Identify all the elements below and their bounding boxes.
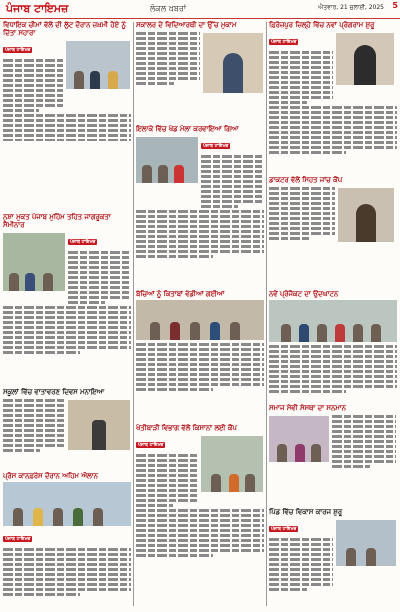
text-line <box>269 81 333 84</box>
text-line <box>136 554 213 557</box>
body-text <box>136 508 264 558</box>
text-line <box>201 180 263 183</box>
body-text <box>136 342 264 392</box>
byline-tag: ਪੰਜਾਬ ਟਾਇਮਜ਼ <box>5 47 31 53</box>
text-line <box>136 210 264 213</box>
text-line <box>201 175 263 178</box>
text-line <box>136 368 264 371</box>
body-text <box>3 58 63 113</box>
text-line <box>269 91 333 94</box>
text-line <box>136 250 264 253</box>
text-line <box>3 134 131 137</box>
story-4 <box>3 213 131 383</box>
story-12 <box>269 404 397 504</box>
byline-tag: ਪੰਜਾਬ ਟਾਇਮਜ਼ <box>70 239 96 245</box>
text-line <box>3 336 131 339</box>
text-line <box>3 414 65 417</box>
body-text <box>269 344 397 394</box>
text-line <box>136 363 264 366</box>
text-line <box>136 77 200 80</box>
text-line <box>3 558 131 561</box>
text-line <box>332 415 396 418</box>
text-line <box>3 593 80 596</box>
headline: ਨਵੇਂ ਪ੍ਰੋਜੈਕਟ ਦਾ ਉਦਘਾਟਨ <box>269 290 339 298</box>
text-line <box>136 220 264 223</box>
text-line <box>68 301 105 304</box>
text-line <box>269 86 333 89</box>
text-line <box>3 346 131 349</box>
text-line <box>136 529 264 532</box>
text-line <box>269 217 335 220</box>
text-line <box>68 251 130 254</box>
byline-tag: ਪੰਜਾਬ ਟਾਇਮਜ਼ <box>271 39 297 45</box>
text-line <box>136 32 200 35</box>
text-line <box>136 42 200 45</box>
text-line <box>136 464 198 467</box>
byline-tag: ਪੰਜਾਬ ਟਾਇਮਜ਼ <box>138 442 164 448</box>
text-line <box>3 578 131 581</box>
headline: ਬੱਚਿਆਂ ਨੂੰ ਕਿਤਾਬਾਂ ਵੰਡੀਆਂ ਗਈਆਂ <box>136 290 225 298</box>
text-line <box>68 256 130 259</box>
text-line <box>3 409 65 412</box>
text-line <box>3 114 131 117</box>
text-line <box>269 355 397 358</box>
text-line <box>3 84 63 87</box>
text-line <box>269 71 333 74</box>
text-line <box>269 66 333 69</box>
text-line <box>269 232 335 235</box>
text-line <box>3 548 131 551</box>
section-name: ਲੋਕਲ ਖ਼ਬਰਾਂ <box>150 4 187 13</box>
headline: ਸਕਾਲਰ ਦੇ ਵਿਦਿਆਰਥੀ ਦਾ ਉੱਚ ਮੁਕਾਮ <box>136 21 237 29</box>
text-line <box>68 296 130 299</box>
text-line <box>269 197 335 200</box>
text-line <box>269 151 346 154</box>
text-line <box>3 139 131 141</box>
text-line <box>136 358 264 361</box>
text-line <box>136 245 264 248</box>
text-line <box>3 583 131 586</box>
text-line <box>201 205 238 208</box>
text-line <box>201 165 263 168</box>
text-line <box>3 109 39 112</box>
text-line <box>136 67 200 70</box>
text-line <box>3 404 65 407</box>
story-13 <box>269 508 397 607</box>
text-line <box>3 573 131 576</box>
text-line <box>201 190 263 193</box>
story-1 <box>3 21 131 141</box>
text-line <box>332 455 396 458</box>
story-7 <box>3 388 131 468</box>
text-line <box>269 365 397 368</box>
text-line <box>269 212 335 215</box>
text-line <box>136 378 264 381</box>
headline: ਵਿਧਾਇਕ ਚੀਮਾਂ ਵੱਲੋਂ ਦੀ ਲੁੱਟ ਦੌਰਾਨ ਜ਼ਖ਼ਮੀ ਹੋਏ ਨੂੰ ਦਿੱਤਾ ਸਹਾਰਾ <box>3 21 126 37</box>
text-line <box>269 543 333 546</box>
headline: ਡਾਕਟਰ ਵੱਲੋਂ ਸਿਹਤ ਜਾਂਚ ਕੈਂਪ <box>269 176 343 184</box>
text-line <box>269 588 307 591</box>
text-line <box>3 306 131 309</box>
story-10 <box>3 472 131 607</box>
text-line <box>3 69 63 72</box>
text-line <box>3 99 63 102</box>
story-photo <box>66 41 130 89</box>
text-line <box>136 353 264 356</box>
text-line <box>136 373 264 376</box>
body-text <box>3 398 65 453</box>
text-line <box>3 59 63 62</box>
text-line <box>68 276 130 279</box>
text-line <box>3 129 131 132</box>
text-line <box>3 351 80 354</box>
story-photo <box>269 416 329 462</box>
text-line <box>269 56 333 59</box>
text-line <box>3 124 131 127</box>
text-line <box>269 237 309 240</box>
text-line <box>136 37 200 40</box>
story-11 <box>136 424 264 607</box>
text-line <box>3 568 131 571</box>
text-line <box>3 331 131 334</box>
text-line <box>269 563 333 566</box>
text-line <box>269 51 333 54</box>
text-line <box>269 76 333 79</box>
text-line <box>269 192 335 195</box>
body-text <box>136 209 264 259</box>
body-text <box>3 113 131 141</box>
text-line <box>269 106 397 109</box>
text-line <box>68 271 130 274</box>
text-line <box>136 225 264 228</box>
text-line <box>3 424 65 427</box>
text-line <box>136 539 264 542</box>
text-line <box>269 116 397 119</box>
text-line <box>136 255 213 258</box>
text-line <box>269 390 346 393</box>
text-line <box>332 465 370 468</box>
text-line <box>3 449 40 452</box>
text-line <box>136 544 264 547</box>
body-text <box>3 547 131 597</box>
text-line <box>269 187 335 190</box>
body-text <box>269 50 333 105</box>
portrait-photo <box>203 33 263 93</box>
text-line <box>3 316 131 319</box>
text-line <box>3 434 65 437</box>
text-line <box>269 101 307 104</box>
text-line <box>269 583 333 586</box>
text-line <box>136 348 264 351</box>
portrait-photo <box>336 33 394 85</box>
text-line <box>269 573 333 576</box>
story-photo <box>269 300 397 342</box>
text-line <box>269 227 335 230</box>
text-line <box>136 215 264 218</box>
text-line <box>68 291 130 294</box>
byline-tag: ਪੰਜਾਬ ਟਾਇਮਜ਼ <box>203 143 229 149</box>
text-line <box>136 57 200 60</box>
text-line <box>269 111 397 114</box>
text-line <box>3 326 131 329</box>
body-text <box>136 453 198 508</box>
text-line <box>269 553 333 556</box>
text-line <box>3 104 63 107</box>
text-line <box>269 578 333 581</box>
text-line <box>136 474 198 477</box>
text-line <box>136 47 200 50</box>
text-line <box>136 72 200 75</box>
text-line <box>269 375 397 378</box>
portrait-photo <box>338 188 394 242</box>
text-line <box>136 52 200 55</box>
text-line <box>269 126 397 129</box>
text-line <box>136 459 198 462</box>
text-line <box>136 383 264 386</box>
story-8 <box>136 290 264 420</box>
column-rule <box>266 22 267 606</box>
text-line <box>269 360 397 363</box>
text-line <box>332 430 396 433</box>
text-line <box>3 444 65 447</box>
text-line <box>3 64 63 67</box>
text-line <box>136 230 264 233</box>
headline: ਪ੍ਰੈਸ ਕਾਨਫ਼ਰੰਸ ਦੌਰਾਨ ਅਹਿਮ ਐਲਾਨ <box>3 472 98 480</box>
text-line <box>136 479 198 482</box>
text-line <box>68 286 130 289</box>
text-line <box>332 440 396 443</box>
text-line <box>201 170 263 173</box>
text-line <box>269 146 397 149</box>
text-line <box>269 385 397 388</box>
byline-tag: ਪੰਜਾਬ ਟਾਇਮਜ਼ <box>5 536 31 542</box>
headline: ਫ਼ਿਰੋਜ਼ਪੁਰ ਜ਼ਿਲ੍ਹੇ ਵਿੱਚ ਨਵਾਂ ਪ੍ਰੋਗਰਾਮ ਸ਼ੁਰੂ <box>269 21 375 29</box>
byline-tag: ਪੰਜਾਬ ਟਾਇਮਜ਼ <box>271 526 297 532</box>
text-line <box>136 454 198 457</box>
column-rule <box>133 22 134 606</box>
text-line <box>269 548 333 551</box>
text-line <box>3 429 65 432</box>
text-line <box>269 370 397 373</box>
text-line <box>3 311 131 314</box>
text-line <box>3 119 131 122</box>
text-line <box>136 235 264 238</box>
text-line <box>201 200 263 203</box>
text-line <box>136 82 174 85</box>
body-text <box>3 305 131 355</box>
story-photo <box>3 482 131 526</box>
text-line <box>3 439 65 442</box>
text-line <box>269 350 397 353</box>
text-line <box>136 484 198 487</box>
text-line <box>68 266 130 269</box>
text-line <box>269 222 335 225</box>
story-6 <box>269 176 397 286</box>
headline: ਨਸ਼ਾ ਮੁਕਤ ਪੰਜਾਬ ਮੁਹਿੰਮ ਤਹਿਤ ਜਾਗਰੂਕਤਾ ਸੈਮੀਨਾਰ <box>3 213 111 229</box>
body-text <box>269 105 397 155</box>
text-line <box>3 321 131 324</box>
dateline: ਐਤਵਾਰ, 21 ਜੁਲਾਈ, 2025 <box>318 4 384 11</box>
text-line <box>136 499 198 502</box>
text-line <box>136 494 198 497</box>
text-line <box>68 261 130 264</box>
text-line <box>3 74 63 77</box>
story-photo <box>201 436 263 492</box>
text-line <box>269 345 397 348</box>
story-photo <box>136 300 264 340</box>
text-line <box>136 504 173 507</box>
story-2 <box>136 21 264 121</box>
text-line <box>3 399 65 402</box>
text-line <box>332 445 396 448</box>
body-text <box>332 414 396 469</box>
body-text <box>136 31 200 95</box>
body-text <box>269 537 333 592</box>
story-photo <box>3 233 65 291</box>
text-line <box>3 419 65 422</box>
body-text <box>201 154 263 209</box>
text-line <box>201 195 263 198</box>
headline: ਸਕੂਲਾਂ ਵਿੱਚ ਵਾਤਾਵਰਣ ਦਿਵਸ ਮਨਾਇਆ <box>3 388 104 396</box>
newspaper-logo: ਪੰਜਾਬ ਟਾਇਮਜ਼ <box>6 2 69 15</box>
text-line <box>269 207 335 210</box>
text-line <box>3 553 131 556</box>
text-line <box>269 558 333 561</box>
text-line <box>269 380 397 383</box>
text-line <box>332 435 396 438</box>
text-line <box>136 509 264 512</box>
text-line <box>136 343 264 346</box>
text-line <box>136 240 264 243</box>
text-line <box>332 425 396 428</box>
text-line <box>136 469 198 472</box>
text-line <box>136 514 264 517</box>
story-9 <box>269 290 397 400</box>
text-line <box>3 89 63 92</box>
text-line <box>269 202 335 205</box>
story-photo <box>68 400 130 450</box>
text-line <box>201 160 263 163</box>
text-line <box>136 388 213 391</box>
text-line <box>201 155 263 158</box>
headline: ਇਲਾਕੇ ਵਿੱਚ ਖੇਡ ਮੇਲਾ ਕਰਵਾਇਆ ਗਿਆ <box>136 125 239 133</box>
text-line <box>269 96 333 99</box>
headline: ਪਿੰਡ ਵਿੱਚ ਵਿਕਾਸ ਕਾਰਜ ਸ਼ੁਰੂ <box>269 508 343 516</box>
text-line <box>3 341 131 344</box>
text-line <box>3 94 63 97</box>
masthead <box>0 0 400 19</box>
story-photo <box>336 520 396 566</box>
text-line <box>136 489 198 492</box>
text-line <box>269 141 397 144</box>
text-line <box>269 131 397 134</box>
page-number: 5 <box>392 1 398 10</box>
text-line <box>269 121 397 124</box>
text-line <box>201 185 263 188</box>
story-3 <box>269 21 397 171</box>
text-line <box>269 61 333 64</box>
text-line <box>136 549 264 552</box>
text-line <box>3 563 131 566</box>
text-line <box>136 62 200 65</box>
text-line <box>136 519 264 522</box>
body-text <box>269 186 335 244</box>
text-line <box>332 450 396 453</box>
story-photo <box>136 137 198 183</box>
text-line <box>136 524 264 527</box>
text-line <box>332 420 396 423</box>
text-line <box>269 136 397 139</box>
text-line <box>68 281 130 284</box>
text-line <box>3 79 63 82</box>
text-line <box>332 460 396 463</box>
text-line <box>136 534 264 537</box>
text-line <box>269 538 333 541</box>
story-5 <box>136 125 264 285</box>
text-line <box>3 588 131 591</box>
headline: ਸਮਾਜ ਸੇਵੀ ਸੰਸਥਾ ਦਾ ਸਨਮਾਨ <box>269 404 346 412</box>
text-line <box>269 568 333 571</box>
headline: ਖੇਤੀਬਾੜੀ ਵਿਭਾਗ ਵੱਲੋਂ ਕਿਸਾਨਾਂ ਲਈ ਕੈਂਪ <box>136 424 237 432</box>
body-text <box>68 250 130 305</box>
